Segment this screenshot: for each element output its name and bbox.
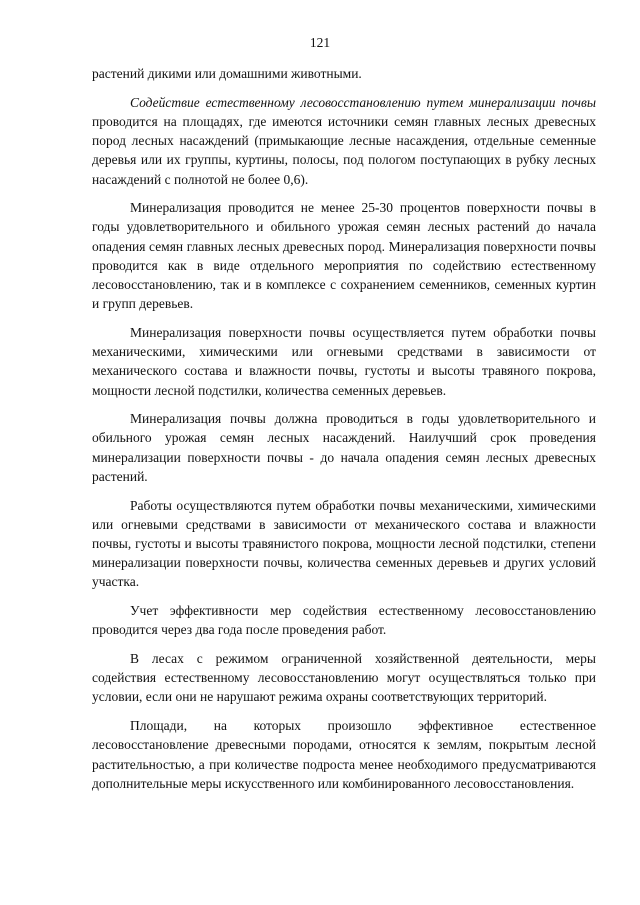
paragraph: В лесах с режимом ограниченной хозяйственной деятельности, меры содействия естественному лесовосстановлению могут осуществляться только при условии, если они не нарушают режима охраны соответствующих территорий. (92, 650, 596, 705)
paragraph: Площади, на которых произошло эффективное естественное лесовосстановление древесными породами, относятся к землям, покрытым лесной растительностью, а при количестве подроста менее необходимого предусматриваются дополнительные меры искусственного или комбинированного лесовосстановления. (92, 718, 596, 791)
paragraph: Учет эффективности мер содействия естественному лесовосстановлению проводится через два года после проведения работ. (92, 603, 596, 638)
page-number: 121 (309, 35, 331, 50)
paragraph: Работы осуществляются путем обработки почвы механическими, химическими или огневыми средствами в зависимости от механического состава и влажности почвы, густоты и высоты травянистого покрова, мощности лесной подстилки, степени минерализации поверхности почвы, количества семенных деревьев и других условий участка. (92, 497, 596, 590)
italic-term: Содействие естественному лесовосстановлению путем минерализации почвы (130, 94, 596, 110)
document-body (92, 64, 596, 802)
paragraph-text: проводится на площадях, где имеются источники семян главных лесных древесных пород лесных насаждений (примыкающие лесные насаждения, отдельные семенные деревья или их группы, куртины, полосы, под пологом поступающих в рубку лесных насаждений с полнотой не более 0,6). (92, 113, 596, 187)
paragraph-continuation: растений дикими или домашними животными. (92, 66, 362, 81)
paragraph: Минерализация поверхности почвы осуществляется путем обработки почвы механическими, химическими или огневыми средствами в зависимости от механического состава и влажности почвы, густоты и высоты травяного покрова, мощности лесной подстилки, количества семенных деревьев. (92, 324, 596, 398)
paragraph: Минерализация почвы должна проводиться в годы удовлетворительного и обильного урожая семян лесных насаждений. Наилучший срок проведения минерализации поверхности почвы - до начала опадения семян лесных древесных растений. (92, 411, 596, 484)
paragraph: Минерализация проводится не менее 25-30 процентов поверхности почвы в годы удовлетворительного и обильного урожая семян лесных растений до начала опадения семян главных лесных древесных пород. Минерализация поверхности почвы проводится как в виде отдельного мероприятия по содействию естественному лесовосстановлению, так и в комплексе с сохранением семенников, семенных куртин и групп деревьев. (92, 200, 596, 312)
paragraph-mineralization-intro (92, 93, 596, 189)
